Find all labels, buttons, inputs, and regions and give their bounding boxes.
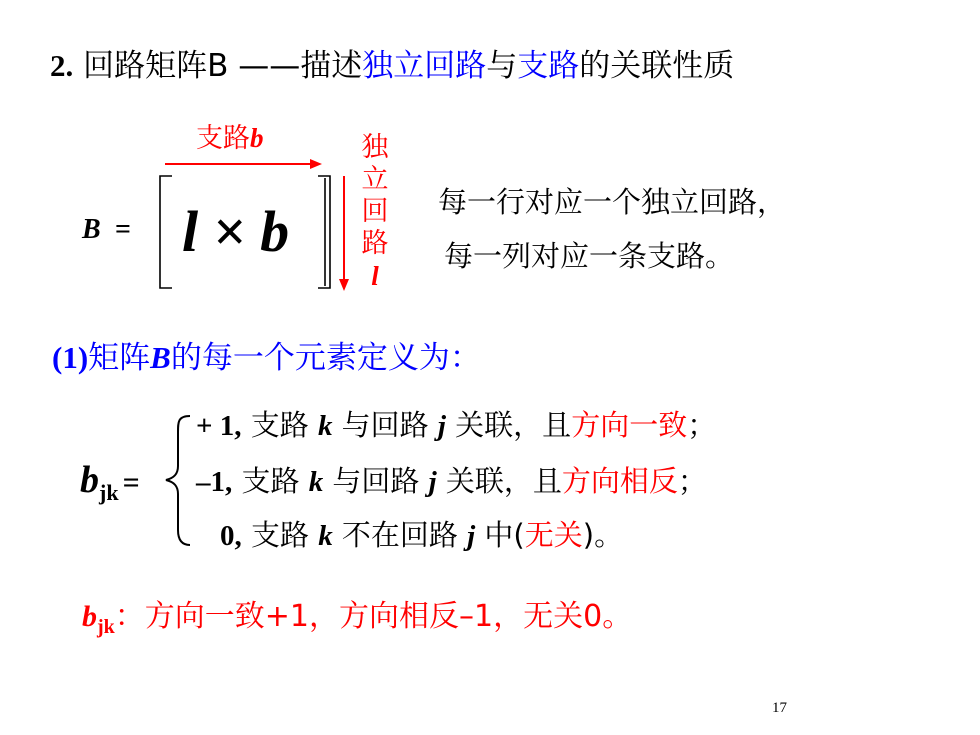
page-number: 17 [772,700,787,716]
case-positive-highlight: 方向一致 [571,408,688,442]
definition-heading-suffix: 的每一个元素定义为： [170,340,481,376]
case-zero-j: j [467,520,476,552]
case-negative-text-a: 支路 [232,464,309,498]
note-row: 每一行对应一个独立回路， [438,185,787,219]
definition-heading-var: B [150,340,171,375]
case-zero-text-b: 不在回路 [332,518,468,552]
case-negative [196,461,707,502]
branch-arrow-head [310,159,322,169]
case-negative-value: –1, [196,466,233,498]
definition-heading [52,336,481,380]
element-lhs-sub: jk [99,480,119,505]
loop-axis-char-1: 独 [361,132,389,163]
branch-axis-text: 支路 [196,123,250,154]
title-branch: 支路 [517,48,580,84]
title-part3: 与 [486,48,518,84]
title-independent-loop: 独立回路 [362,48,487,84]
case-negative-highlight: 方向相反 [561,464,678,498]
loop-axis-char-2: 立 [361,164,389,195]
matrix-left-bracket [160,176,172,288]
case-positive-text-c: 关联，且 [445,408,572,442]
case-positive-end: ； [687,408,717,442]
definition-heading-prefix: (1) [52,340,89,375]
summary-text: ：方向一致+1，方向相反–1，无关0。 [114,599,633,634]
title-dash: —— [238,48,301,84]
case-zero-highlight: 无关 [524,518,583,552]
case-negative-text-b: 与回路 [323,464,429,498]
case-zero [220,515,623,556]
case-zero-text-a: 支路 [241,518,319,552]
case-positive-text-b: 与回路 [332,408,438,442]
definition-heading-text: 矩阵 [88,340,151,376]
title-part1: 描述 [300,48,363,84]
case-positive [196,405,716,446]
cases-brace [166,416,190,545]
element-equals: = [122,466,140,499]
matrix-equals: = [115,214,131,245]
matrix-lhs: B [82,214,101,245]
case-negative-end: ； [677,464,707,498]
case-negative-text-c: 关联，且 [436,464,562,498]
loop-axis-char-3: 回 [361,196,389,227]
note-column: 每一列对应一条支路。 [444,239,735,273]
summary-line [82,596,632,648]
case-positive-k: k [317,410,333,442]
matrix-right-bracket [318,176,330,288]
case-zero-text-c: 中( [475,518,525,552]
title-main: 回路矩阵B [83,48,229,84]
case-zero-k: k [318,520,333,552]
summary-sub: jk [97,616,115,638]
case-positive-text-a: 支路 [241,408,318,442]
case-positive-value: + 1, [196,410,242,442]
matrix-dimension: l × b [182,199,290,264]
case-negative-k: k [308,466,324,498]
case-positive-j: j [437,410,446,442]
element-lhs-var: b [80,459,99,501]
loop-arrow-head [339,279,349,291]
element-lhs [80,456,140,517]
summary-var: b [82,600,97,633]
loop-axis-char-4: 路 [361,228,389,259]
loop-axis-var: l [371,261,379,291]
title-part5: 的关联性质 [579,48,735,84]
case-zero-value: 0, [220,520,242,552]
case-negative-j: j [428,466,437,498]
case-zero-end: )。 [582,518,624,552]
branch-axis-var: b [250,123,264,153]
title-number: 2. [50,48,74,83]
